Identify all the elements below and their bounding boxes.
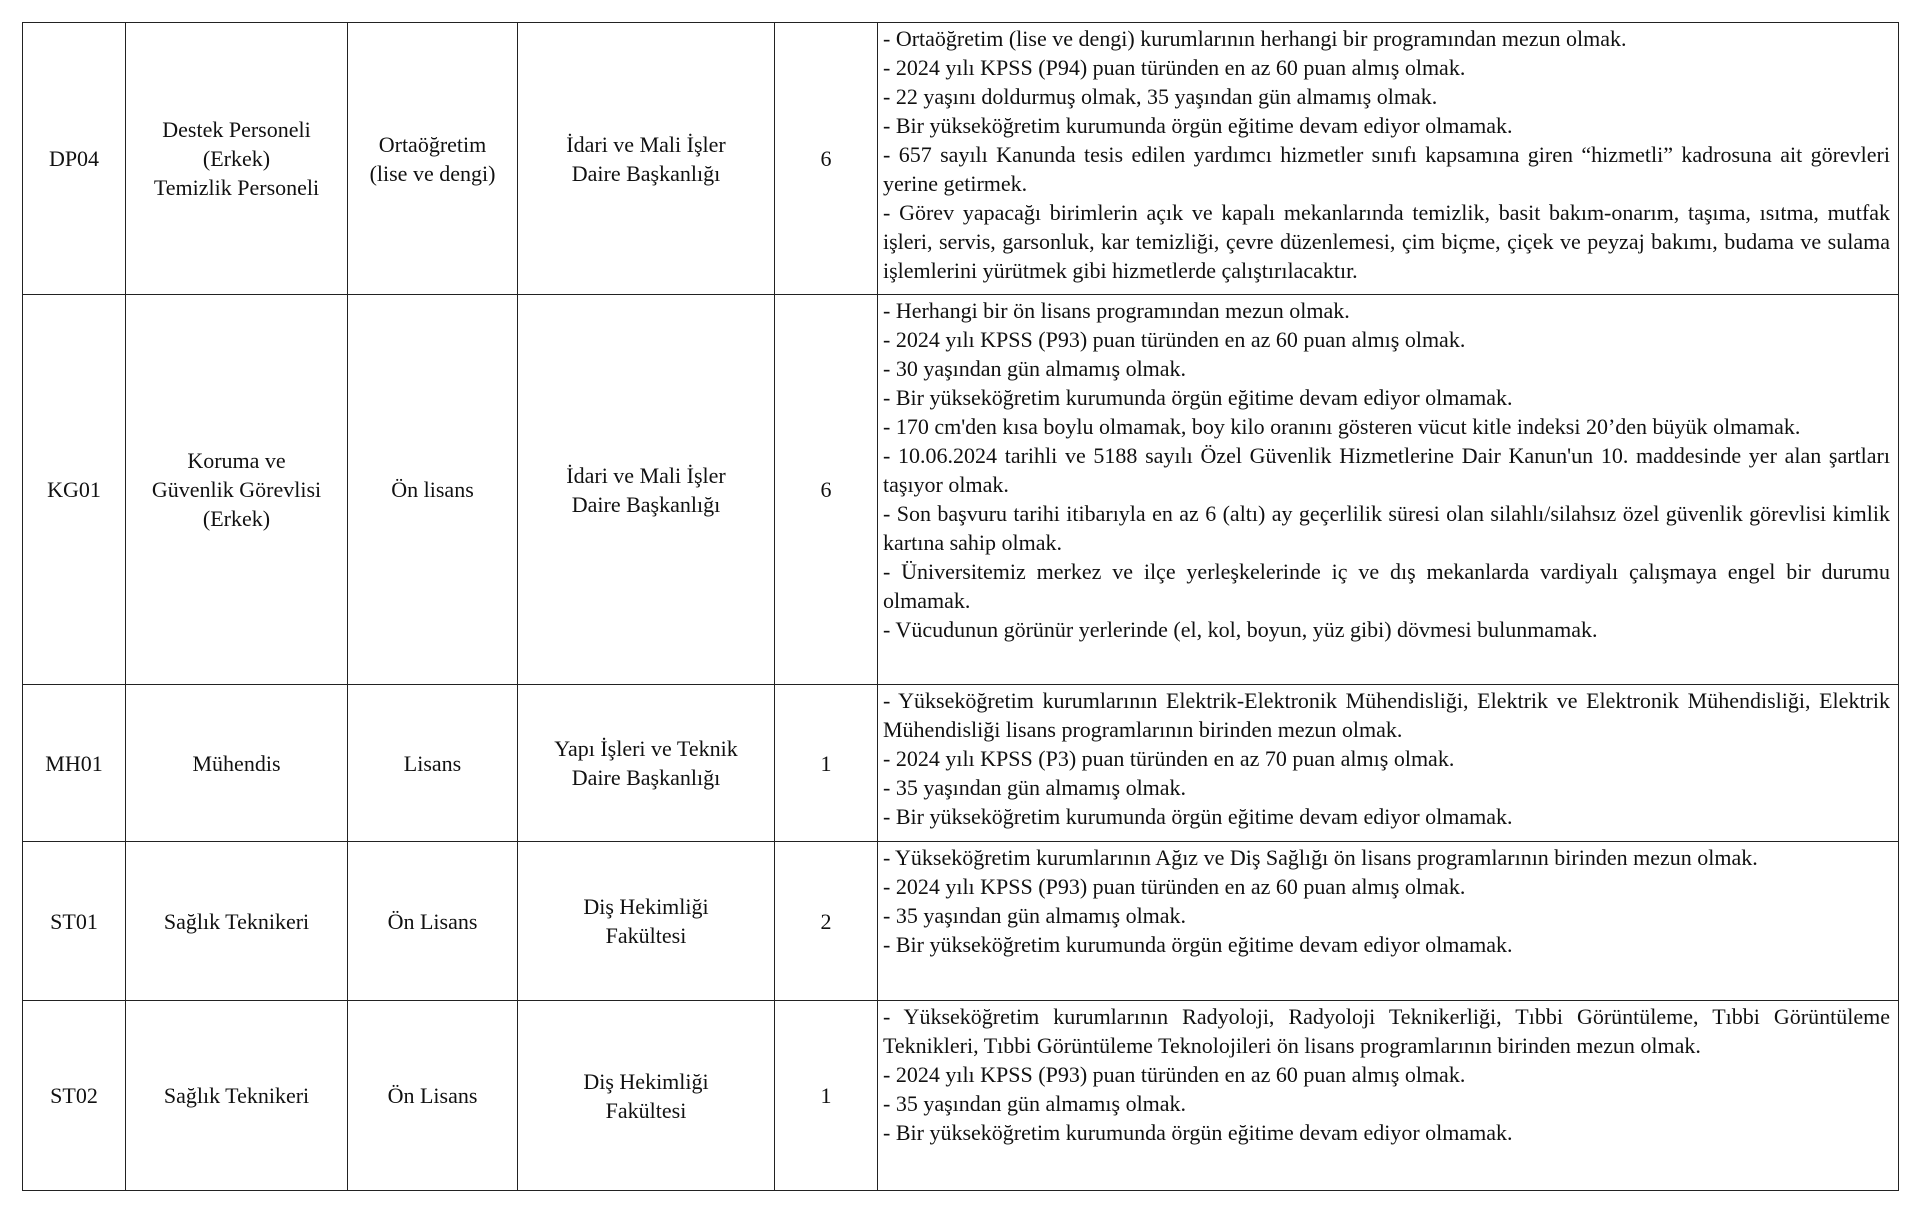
position-title: Mühendis: [126, 685, 348, 842]
table-row: [23, 685, 1899, 842]
position-title: Destek Personeli (Erkek) Temizlik Personeli: [126, 23, 348, 295]
requirement-item: - Bir yükseköğretim kurumunda örgün eğitime devam ediyor olmamak.: [883, 113, 1513, 138]
requirement-item: - Bir yükseköğretim kurumunda örgün eğitime devam ediyor olmamak.: [883, 804, 1513, 829]
department: Diş Hekimliği Fakültesi: [518, 1001, 775, 1191]
table-row: [23, 23, 1899, 295]
requirements: [878, 685, 1899, 842]
department: Yapı İşleri ve Teknik Daire Başkanlığı: [518, 685, 775, 842]
requirements: [878, 1001, 1899, 1191]
requirement-item: - 2024 yılı KPSS (P3) puan türünden en az 70 puan almış olmak.: [883, 746, 1455, 771]
requirement-item: - Görev yapacağı birimlerin açık ve kapalı mekanlarında temizlik, basit bakım-onarım, taşıma, ısıtma, mutfak işleri, servis, garsonluk, kar temizliği, çevre düzenlemesi, çim biçme, çiçek ve peyzaj bakımı, budama ve sulama işlemlerini yürütmek gibi hizmetlerde çalıştırılacaktır.: [883, 200, 1890, 283]
position-count: 1: [775, 1001, 878, 1191]
requirement-item: - 30 yaşından gün almamış olmak.: [883, 356, 1187, 381]
position-count: 6: [775, 295, 878, 685]
requirement-item: - Bir yükseköğretim kurumunda örgün eğitime devam ediyor olmamak.: [883, 932, 1513, 957]
position-code: ST01: [23, 842, 126, 1001]
position-count: 1: [775, 685, 878, 842]
requirements: [878, 23, 1899, 295]
requirement-item: - 170 cm'den kısa boylu olmamak, boy kilo oranını gösteren vücut kitle indeksi 20’den büyük olmamak.: [883, 414, 1801, 439]
education-level: Ön Lisans: [348, 842, 518, 1001]
position-title: Koruma ve Güvenlik Görevlisi (Erkek): [126, 295, 348, 685]
table-row: [23, 1001, 1899, 1191]
positions-table: [22, 22, 1899, 1191]
requirement-item: - 2024 yılı KPSS (P93) puan türünden en az 60 puan almış olmak.: [883, 327, 1466, 352]
position-code: MH01: [23, 685, 126, 842]
department: Diş Hekimliği Fakültesi: [518, 842, 775, 1001]
requirement-item: - Üniversitemiz merkez ve ilçe yerleşkelerinde iç ve dış mekanlarda vardiyalı çalışmaya engel bir durumu olmamak.: [883, 559, 1890, 613]
position-count: 6: [775, 23, 878, 295]
position-count: 2: [775, 842, 878, 1001]
education-level: Ön lisans: [348, 295, 518, 685]
requirement-item: - 35 yaşından gün almamış olmak.: [883, 1091, 1187, 1116]
requirement-item: - Yükseköğretim kurumlarının Radyoloji, Radyoloji Teknikerliği, Tıbbi Görüntüleme, Tıbbi Görüntüleme Teknikleri, Tıbbi Görüntüleme Teknolojileri ön lisans programlarının birinden mezun olmak.: [883, 1004, 1890, 1058]
position-title: Sağlık Teknikeri: [126, 1001, 348, 1191]
requirement-item: - Vücudunun görünür yerlerinde (el, kol, boyun, yüz gibi) dövmesi bulunmamak.: [883, 617, 1598, 642]
position-code: KG01: [23, 295, 126, 685]
position-title: Sağlık Teknikeri: [126, 842, 348, 1001]
department: İdari ve Mali İşler Daire Başkanlığı: [518, 23, 775, 295]
requirement-item: - Ortaöğretim (lise ve dengi) kurumlarının herhangi bir programından mezun olmak.: [883, 26, 1627, 51]
table-row: [23, 295, 1899, 685]
requirement-item: - 22 yaşını doldurmuş olmak, 35 yaşından gün almamış olmak.: [883, 84, 1438, 109]
position-code: ST02: [23, 1001, 126, 1191]
requirement-item: - 35 yaşından gün almamış olmak.: [883, 775, 1187, 800]
requirements: [878, 295, 1899, 685]
requirement-item: - Yükseköğretim kurumlarının Ağız ve Diş Sağlığı ön lisans programlarının birinden mezun olmak.: [883, 845, 1758, 870]
education-level: Ön Lisans: [348, 1001, 518, 1191]
requirement-item: - 2024 yılı KPSS (P93) puan türünden en az 60 puan almış olmak.: [883, 1062, 1466, 1087]
requirement-item: - Son başvuru tarihi itibarıyla en az 6 (altı) ay geçerlilik süresi olan silahlı/silahsız özel güvenlik görevlisi kimlik kartına sahip olmak.: [883, 501, 1890, 555]
requirement-item: - Bir yükseköğretim kurumunda örgün eğitime devam ediyor olmamak.: [883, 385, 1513, 410]
education-level: Lisans: [348, 685, 518, 842]
requirement-item: - 2024 yılı KPSS (P94) puan türünden en az 60 puan almış olmak.: [883, 55, 1466, 80]
requirement-item: - Yükseköğretim kurumlarının Elektrik-Elektronik Mühendisliği, Elektrik ve Elektronik Mühendisliği, Elektrik Mühendisliği lisans programlarının birinden mezun olmak.: [883, 688, 1890, 742]
requirements: [878, 842, 1899, 1001]
requirement-item: - 10.06.2024 tarihli ve 5188 sayılı Özel Güvenlik Hizmetlerine Dair Kanun'un 10. maddesinde yer alan şartları taşıyor olmak.: [883, 443, 1890, 497]
education-level: Ortaöğretim (lise ve dengi): [348, 23, 518, 295]
requirement-item: - Bir yükseköğretim kurumunda örgün eğitime devam ediyor olmamak.: [883, 1120, 1513, 1145]
department: İdari ve Mali İşler Daire Başkanlığı: [518, 295, 775, 685]
requirement-item: - 2024 yılı KPSS (P93) puan türünden en az 60 puan almış olmak.: [883, 874, 1466, 899]
table-row: [23, 842, 1899, 1001]
requirement-item: - 657 sayılı Kanunda tesis edilen yardımcı hizmetler sınıfı kapsamına giren “hizmetli” kadrosuna ait görevleri yerine getirmek.: [883, 142, 1890, 196]
requirement-item: - Herhangi bir ön lisans programından mezun olmak.: [883, 298, 1350, 323]
requirement-item: - 35 yaşından gün almamış olmak.: [883, 903, 1187, 928]
position-code: DP04: [23, 23, 126, 295]
